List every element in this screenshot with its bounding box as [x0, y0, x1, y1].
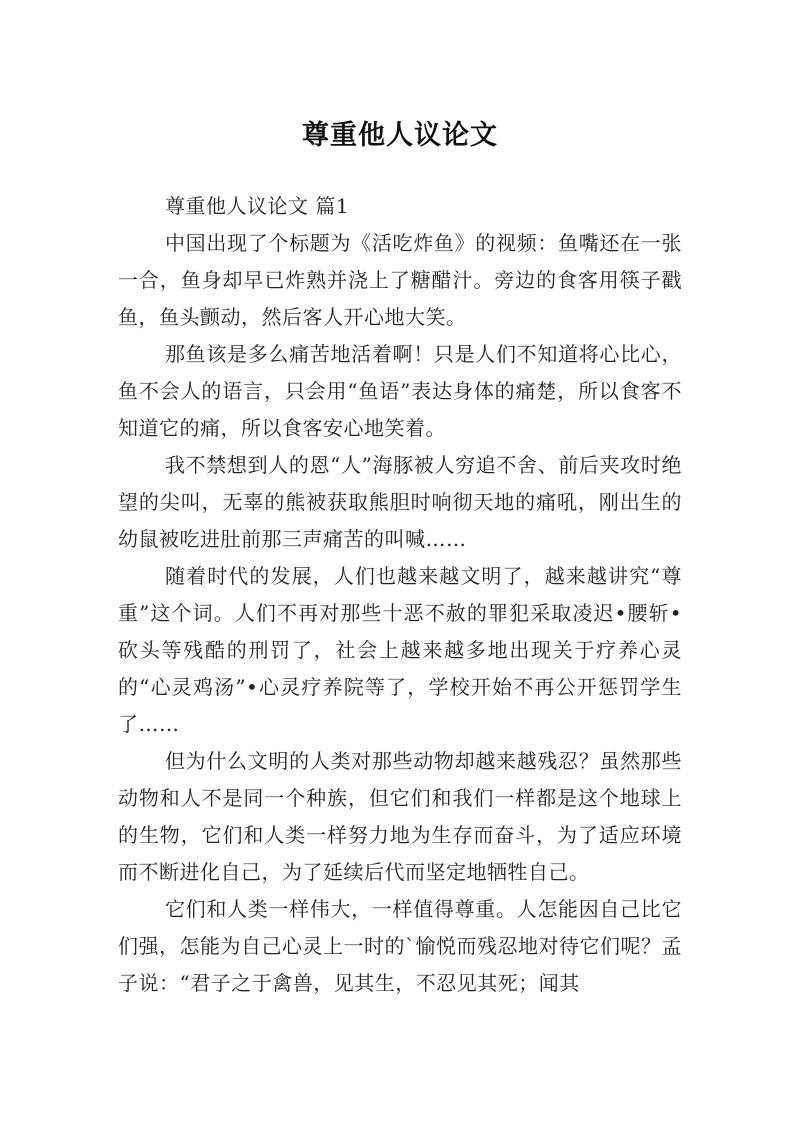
document-title: 尊重他人议论文 — [302, 120, 498, 152]
section-heading: 尊重他人议论文 篇1 — [165, 194, 350, 218]
paragraph: 但为什么文明的人类对那些动物却越来越残忍？虽然那些动物和人不是同一个种族，但它们和我们一样都是这个地球上的生物，它们和人类一样努力地为生存而奋斗，为了适应环境而不断进化自己，为了延续后代而坚定地牺牲自己。 — [118, 749, 682, 884]
paragraph: 我不禁想到人的恩“人”海豚被人穷追不舍、前后夹攻时绝望的尖叫，无辜的熊被获取熊胆时响彻天地的痛吼，刚出生的幼鼠被吃进肚前那三声痛苦的叫喊…… — [118, 453, 682, 551]
paragraph: 随着时代的发展，人们也越来越文明了，越来越讲究“尊重”这个词。人们不再对那些十恶不赦的罪犯采取凌迟•腰斩•砍头等残酷的刑罚了，社会上越来越多地出现关于疗养心灵的“心灵鸡汤”•心灵疗养院等了，学校开始不再公开惩罚学生了…… — [118, 564, 682, 736]
paragraph: 中国出现了个标题为《活吃炸鱼》的视频：鱼嘴还在一张一合，鱼身却早已炸熟并浇上了糖醋汁。旁边的食客用筷子戳鱼，鱼头颤动，然后客人开心地大笑。 — [118, 231, 682, 329]
document-body — [118, 188, 682, 1002]
paragraph: 那鱼该是多么痛苦地活着啊！只是人们不知道将心比心，鱼不会人的语言，只会用“鱼语”表达身体的痛楚，所以食客不知道它的痛，所以食客安心地笑着。 — [118, 342, 682, 440]
paragraph: 它们和人类一样伟大，一样值得尊重。人怎能因自己比它们强，怎能为自己心灵上一时的`愉悦而残忍地对待它们呢？孟子说：“君子之于禽兽，见其生，不忍见其死；闻其 — [118, 897, 682, 995]
